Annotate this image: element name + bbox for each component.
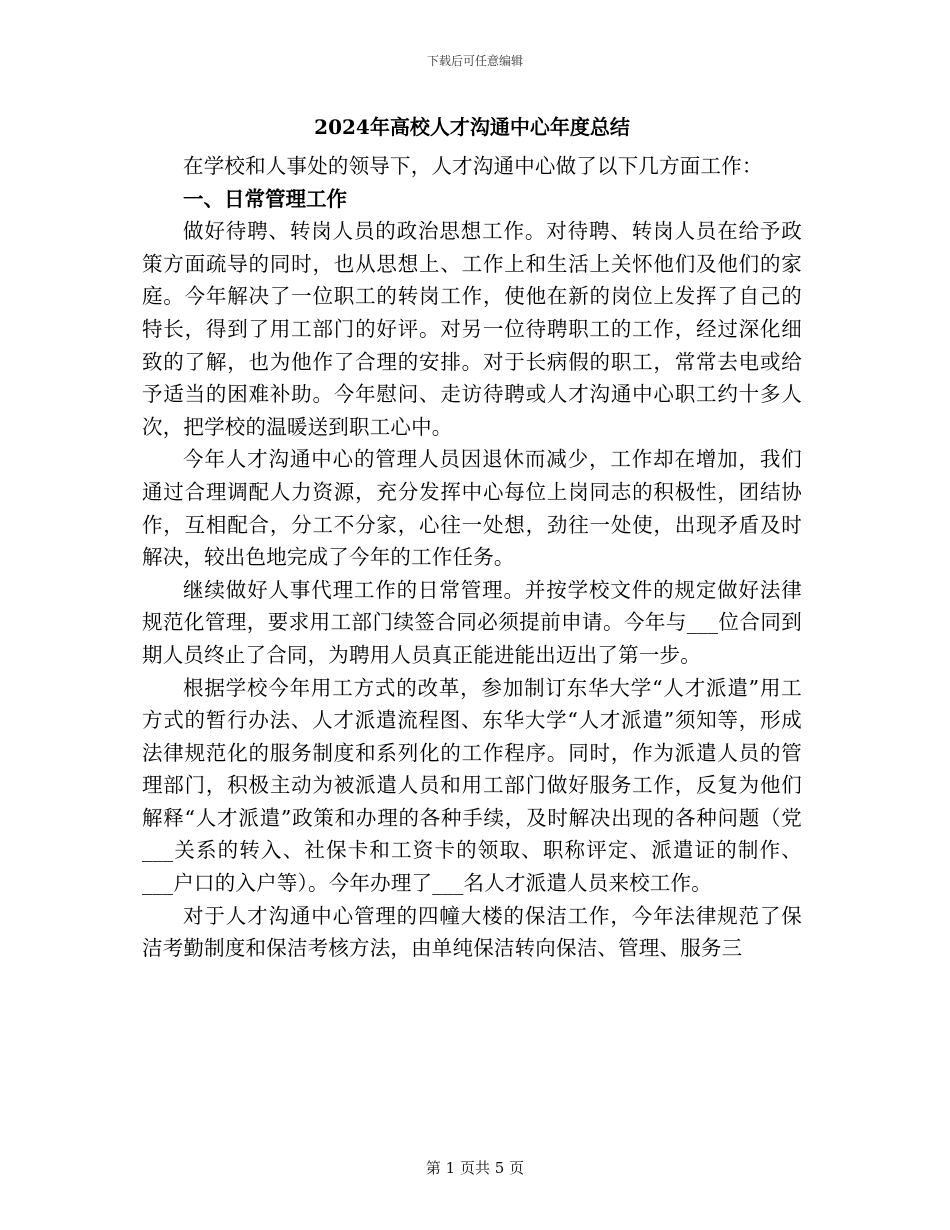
body-paragraph: 对于人才沟通中心管理的四幢大楼的保洁工作，今年法律规范了保洁考勤制度和保洁考核方法，由单纯保洁转向保洁、管理、服务三 (142, 903, 802, 961)
page-number: 第 1 页共 5 页 (425, 1159, 525, 1177)
body-paragraph: 继续做好人事代理工作的日常管理。并按学校文件的规定做好法律规范化管理，要求用工部门续签合同必须提前申请。今年与___位合同到期人员终止了合同，为聘用人员真正能进能出迈出了第一步。 (142, 577, 802, 667)
body-paragraph: 做好待聘、转岗人员的政治思想工作。对待聘、转岗人员在给予政策方面疏导的同时，也从思想上、工作上和生活上关怀他们及他们的家庭。今年解决了一位职工的转岗工作，使他在新的岗位上发挥了自己的特长，得到了用工部门的好评。对另一位待聘职工的工作，经过深化细致的了解，也为他作了合理的安排。对于长病假的职工，常常去电或给予适当的困难补助。今年慰问、走访待聘或人才沟通中心职工约十多人次，把学校的温暖送到职工心中。 (142, 219, 802, 439)
body-paragraph: 今年人才沟通中心的管理人员因退休而减少，工作却在增加，我们通过合理调配人力资源，充分发挥中心每位上岗同志的积极性，团结协作，互相配合，分工不分家，心往一处想，劲往一处使，出现矛盾及时解决，较出色地完成了今年的工作任务。 (142, 447, 802, 570)
intro-paragraph: 在学校和人事处的领导下，人才沟通中心做了以下几方面工作： (183, 154, 763, 178)
document-body (142, 110, 802, 965)
document-title: 2024年高校人才沟通中心年度总结 (314, 115, 630, 139)
body-paragraph: 根据学校今年用工方式的改革，参加制订东华大学“人才派遣”用工方式的暂行办法、人才派遣流程图、东华大学“人才派遣”须知等，形成法律规范化的服务制度和系列化的工作程序。同时，作为派遣人员的管理部门，积极主动为被派遣人员和用工部门做好服务工作，反复为他们解释“人才派遣”政策和办理的各种手续，及时解决出现的各种问题（党___关系的转入、社保卡和工资卡的领取、职称评定、派遣证的制作、___户口的入户等）。今年办理了___名人才派遣人员来校工作。 (142, 675, 802, 896)
page-header-note: 下载后可任意编辑 (426, 54, 523, 68)
section-heading: 一、日常管理工作 (183, 186, 347, 211)
